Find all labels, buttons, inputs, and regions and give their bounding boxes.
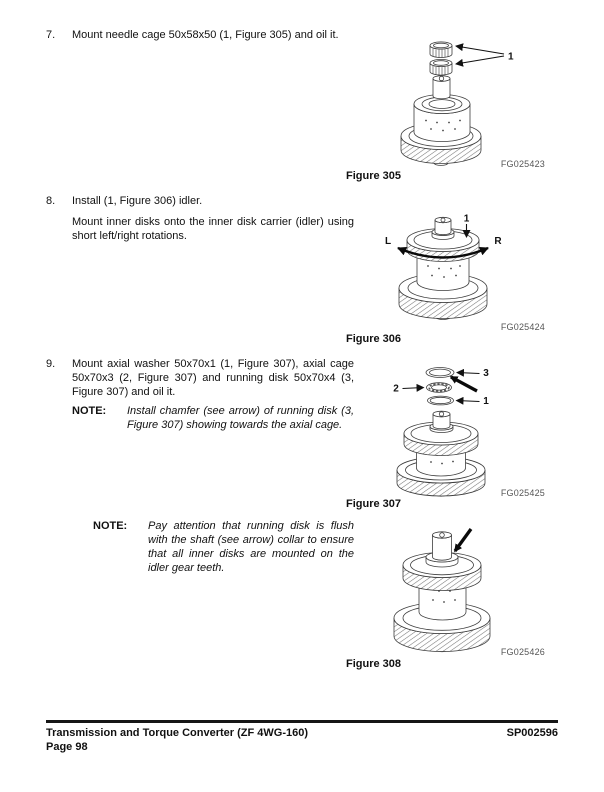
step-9-number: 9. (46, 358, 56, 370)
figure-code: FG025426 (500, 647, 545, 657)
step-7-text: Mount needle cage 50x58x50 (1, Figure 305) and oil it. (72, 29, 339, 41)
chamfer-arrow (451, 377, 477, 391)
callout-arrow (457, 373, 480, 374)
footer-rule (46, 720, 558, 723)
shaft (433, 535, 452, 560)
step-9-note (72, 404, 354, 432)
callout-R-label: R (494, 236, 502, 247)
step-8-number: 8. (46, 195, 56, 207)
footer-title: Transmission and Torque Converter (ZF 4WG-160) (46, 727, 309, 739)
callout-L-label: L (384, 236, 392, 247)
footer-doc-code: SP002596 (506, 727, 558, 739)
needle-cage-lower (430, 59, 452, 75)
figure-306-drawing (340, 207, 585, 331)
note-flush (93, 519, 354, 575)
step-9-body (72, 357, 354, 432)
step-8-text: Install (1, Figure 306) idler. (72, 195, 203, 207)
footer-page-number: Page 98 (46, 741, 88, 753)
callout-1-label: 1 (483, 396, 489, 407)
figure-305-drawing (340, 32, 585, 169)
footer-left (46, 726, 308, 754)
step-7 (46, 28, 354, 42)
note-text: Install chamfer (see arrow) of running disk (3, Figure 307) showing towards the axial cage. (127, 405, 354, 431)
figure-305 (340, 32, 585, 187)
axial-washer (428, 396, 454, 405)
step-9-text: Mount axial washer 50x70x1 (1, Figure 307), axial cage 50x70x3 (2, Figure 307) and running disk 50x70x4 (3, Figure 307) and oil it. (72, 358, 354, 398)
callout-arrow (456, 46, 504, 54)
figure-caption: Figure 307 (346, 498, 402, 510)
callout-arrow (456, 56, 504, 64)
figure-307 (340, 360, 585, 515)
axial-cage (427, 383, 452, 393)
callout-arrow (457, 401, 480, 402)
step-8-body (72, 194, 354, 243)
figure-caption: Figure 306 (346, 333, 402, 345)
figure-307-drawing (340, 360, 585, 498)
step-7-body (72, 28, 354, 42)
running-disk (426, 368, 454, 378)
callout-arrow (403, 388, 424, 389)
callout-1-label: 1 (508, 51, 514, 63)
step-8-text2: Mount inner disks onto the inner disk carrier (idler) using short left/right rotations. (72, 216, 354, 242)
note-label: NOTE: (72, 405, 107, 417)
figure-caption: Figure 305 (346, 170, 402, 182)
note-text: Pay attention that running disk is flush with the shaft (see arrow) collar to ensure that all inner disks are mounted on the idler gear teeth. (148, 520, 354, 574)
figure-caption: Figure 308 (346, 658, 402, 670)
callout-3-label: 3 (483, 368, 489, 379)
step-9 (46, 357, 354, 432)
figure-306 (340, 207, 585, 352)
flush-arrow (455, 529, 471, 551)
callout-1-label: 1 (463, 213, 470, 225)
needle-cage-upper (430, 42, 452, 58)
step-8 (46, 194, 354, 243)
figure-code: FG025424 (500, 322, 545, 332)
step-7-number: 7. (46, 29, 56, 41)
figure-code: FG025425 (500, 488, 545, 498)
figure-308 (340, 518, 585, 676)
figure-308-drawing (340, 518, 585, 655)
note-label: NOTE: (93, 520, 128, 532)
figure-code: FG025423 (500, 159, 545, 169)
callout-2-label: 2 (393, 383, 399, 395)
